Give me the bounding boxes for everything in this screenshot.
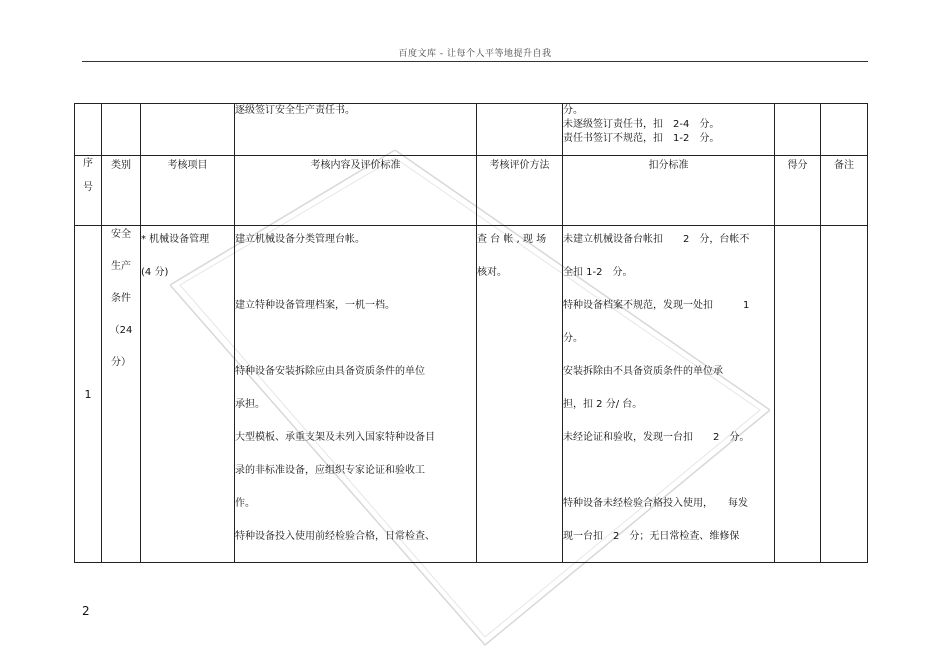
header-score: 得分 [775, 156, 821, 226]
content-line: 作。 [235, 498, 255, 509]
row-seq: 1 [75, 226, 102, 563]
assessment-table [74, 103, 868, 563]
category-line: 生产 [111, 261, 131, 272]
top-content-cell [235, 104, 477, 156]
cell-empty [141, 104, 235, 156]
deduction-line [563, 463, 774, 496]
content-line: 承担。 [235, 399, 265, 410]
deduction-line: 担，扣 2 分/ 台。 [563, 399, 643, 410]
header-item: 考核项目 [141, 156, 235, 226]
table-header-row [75, 156, 868, 226]
content-line: 录的非标准设备，应组织专家论证和验收工 [235, 465, 425, 476]
row-remark [821, 226, 868, 563]
deduction-line: 分。 [563, 333, 583, 344]
table-row [75, 226, 868, 563]
cell-empty [477, 104, 563, 156]
header-deduction: 扣分标准 [563, 156, 775, 226]
deduction-line: 特种设备未经检验合格投入使用， 每发 [563, 498, 748, 509]
row-deduction [563, 226, 775, 563]
row-item [141, 226, 235, 563]
item-line: (4 分) [141, 267, 169, 278]
header-seq-2: 号 [83, 182, 93, 193]
content-line: 大型模板、承重支架及未列入国家特种设备目 [235, 432, 435, 443]
top-deduction-cell [563, 104, 775, 156]
item-line: * 机械设备管理 [141, 234, 210, 245]
header-seq-1: 序 [83, 158, 93, 169]
content-line [235, 331, 476, 364]
deduction-line: 未逐级签订责任书，扣 2-4 分。 [563, 119, 720, 130]
category-line: 条件 [111, 293, 131, 304]
row-method [477, 226, 563, 563]
content-line: 建立机械设备分类管理台帐。 [235, 234, 365, 245]
content-line: 特种设备安装拆除应由具备资质条件的单位 [235, 366, 425, 377]
cell-empty [821, 104, 868, 156]
deduction-line: 全扣 1-2 分。 [563, 267, 633, 278]
header-content: 考核内容及评价标准 [235, 156, 477, 226]
content-line [235, 265, 476, 298]
top-content-text: 逐级签订安全生产责任书。 [235, 105, 355, 116]
category-line: （24 [109, 325, 133, 336]
cell-empty [775, 104, 821, 156]
method-line: 查 台 帐 , 现 场 [477, 234, 547, 245]
method-line: 核对。 [477, 267, 507, 278]
header-seq [75, 156, 102, 226]
deduction-line: 安装拆除由不具备资质条件的单位承 [563, 366, 723, 377]
header-method: 考核评价方法 [477, 156, 563, 226]
cell-empty [75, 104, 102, 156]
deduction-line: 责任书签订不规范，扣 1-2 分。 [563, 133, 720, 144]
row-category [102, 226, 141, 563]
cell-empty [102, 104, 141, 156]
page-number: 2 [82, 604, 90, 618]
deduction-line: 未经论证和验收，发现一台扣 2 分。 [563, 432, 750, 443]
deduction-line: 未建立机械设备台帐扣 2 分，台帐不 [563, 234, 750, 245]
table-row-continued [75, 104, 868, 156]
page-header-title: 百度文库 - 让每个人平等地提升自我 [398, 49, 552, 59]
deduction-line: 分。 [563, 105, 583, 116]
header-category: 类别 [102, 156, 141, 226]
category-line: 安全 [111, 229, 131, 240]
content-line: 特种设备投入使用前经检验合格，日常检查、 [235, 531, 435, 542]
deduction-line: 现一台扣 2 分；无日常检查、维修保 [563, 531, 740, 542]
category-line: 分） [111, 357, 131, 368]
content-line: 建立特种设备管理档案，一机一档。 [235, 300, 395, 311]
row-content [235, 226, 477, 563]
header-remark: 备注 [821, 156, 868, 226]
row-score [775, 226, 821, 563]
header-divider [82, 61, 868, 62]
deduction-line: 特种设备档案不规范，发现一处扣 1 [563, 300, 750, 311]
